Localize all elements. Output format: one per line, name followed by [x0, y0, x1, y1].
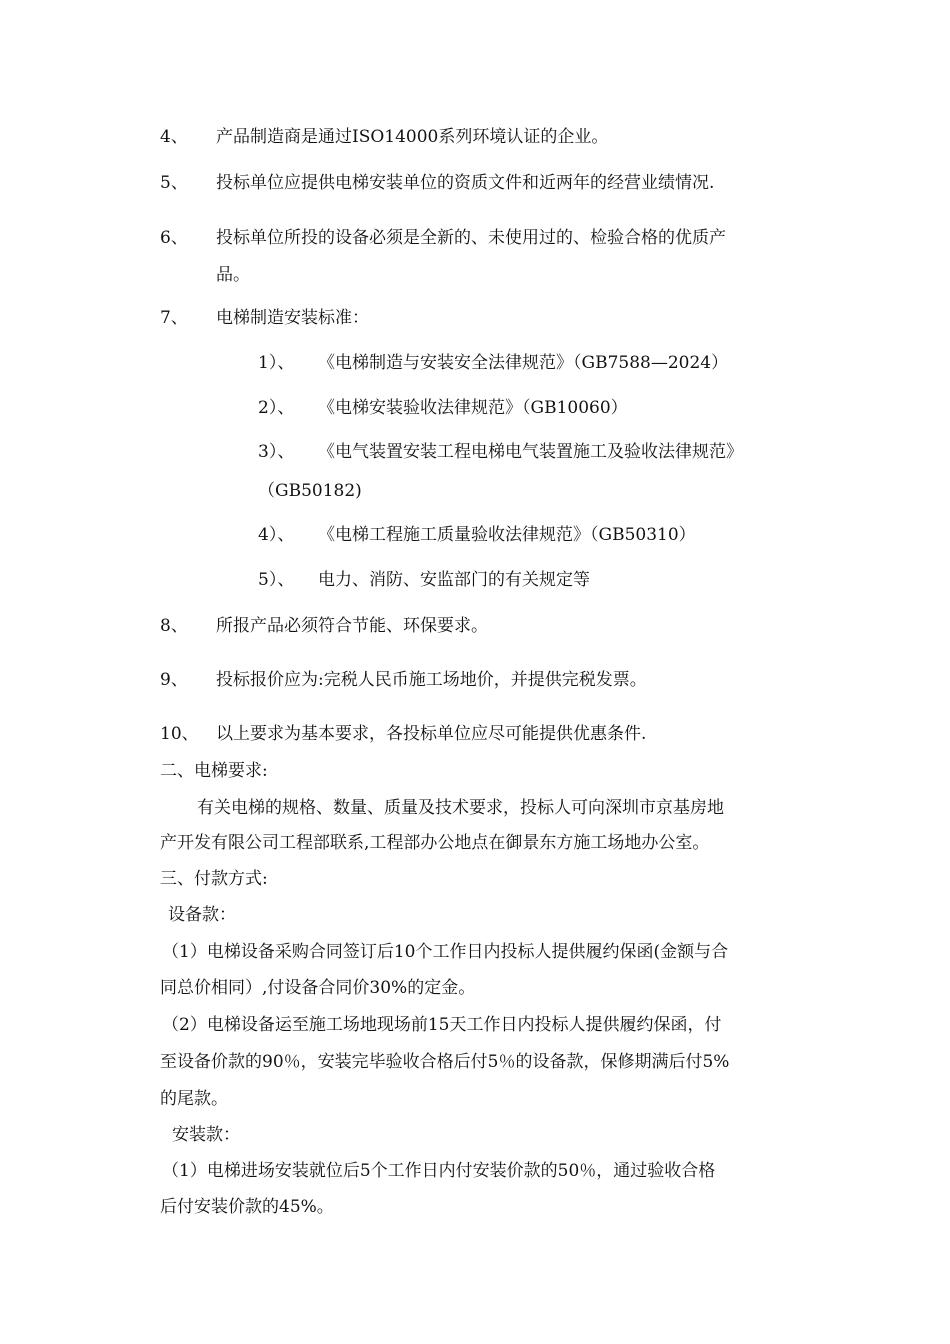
subsection-label: 设备款： [168, 905, 236, 925]
standard-number: 1）、 [258, 353, 295, 373]
paragraph-line: 至设备价款的90％，安装完毕验收合格后付5％的设备款，保修期满后付5% [160, 1052, 730, 1072]
paragraph-line: （1）电梯设备采购合同签订后10个工作日内投标人提供履约保函(金额与合 [162, 942, 729, 962]
item-text: 电梯制造安装标准： [216, 308, 369, 328]
item-number: 6、 [160, 228, 188, 248]
item-text: 产品制造商是通过ISO14000系列环境认证的企业。 [216, 127, 609, 147]
paragraph-line: 后付安装价款的45%。 [160, 1197, 334, 1217]
standard-number: 5）、 [258, 570, 295, 590]
item-number: 4、 [160, 127, 188, 147]
standard-text: 《电梯安装验收法律规范》（GB10060） [318, 398, 628, 418]
section-heading: 三、付款方式: [160, 869, 268, 889]
paragraph-line: （1）电梯进场安装就位后5个工作日内付安装价款的50％，通过验收合格 [162, 1161, 716, 1181]
item-text: 投标单位所投的设备必须是全新的、未使用过的、检验合格的优质产 [216, 228, 726, 248]
item-number: 7、 [160, 308, 188, 328]
item-number: 5、 [160, 173, 188, 193]
paragraph-line: 有关电梯的规格、数量、质量及技术要求，投标人可向深圳市京基房地 [197, 798, 724, 818]
item-number: 8、 [160, 616, 188, 636]
section-heading: 二、电梯要求: [160, 761, 268, 781]
standard-text: 《电气装置安装工程电梯电气装置施工及验收法律规范》 [318, 442, 743, 462]
standard-number: 4）、 [258, 525, 295, 545]
item-text: 以上要求为基本要求，各投标单位应尽可能提供优惠条件. [216, 724, 647, 744]
item-text: 所报产品必须符合节能、环保要求。 [216, 616, 488, 636]
paragraph-line: 同总价相同）,付设备合同价30%的定金。 [160, 978, 476, 998]
item-number: 10、 [160, 724, 199, 744]
standard-text: 《电梯制造与安装安全法律规范》（GB7588—2024） [318, 353, 729, 373]
standard-number: 3）、 [258, 442, 295, 462]
standard-text: 电力、消防、安监部门的有关规定等 [318, 570, 590, 590]
item-number: 9、 [160, 670, 188, 690]
item-text: 投标报价应为:完税人民币施工场地价，并提供完税发票。 [216, 670, 647, 690]
paragraph-line: 的尾款。 [160, 1089, 228, 1109]
item-text: 投标单位应提供电梯安装单位的资质文件和近两年的经营业绩情况. [216, 173, 715, 193]
paragraph-line: 产开发有限公司工程部联系,工程部办公地点在御景东方施工场地办公室。 [160, 833, 710, 853]
paragraph-line: （2）电梯设备运至施工场地现场前15天工作日内投标人提供履约保函，付 [162, 1015, 722, 1035]
standard-number: 2）、 [258, 398, 295, 418]
item-text-continued: 品。 [216, 265, 250, 285]
subsection-label: 安装款： [172, 1125, 240, 1145]
standard-text-continued: （GB50182) [258, 481, 362, 501]
standard-text: 《电梯工程施工质量验收法律规范》（GB50310） [318, 525, 696, 545]
